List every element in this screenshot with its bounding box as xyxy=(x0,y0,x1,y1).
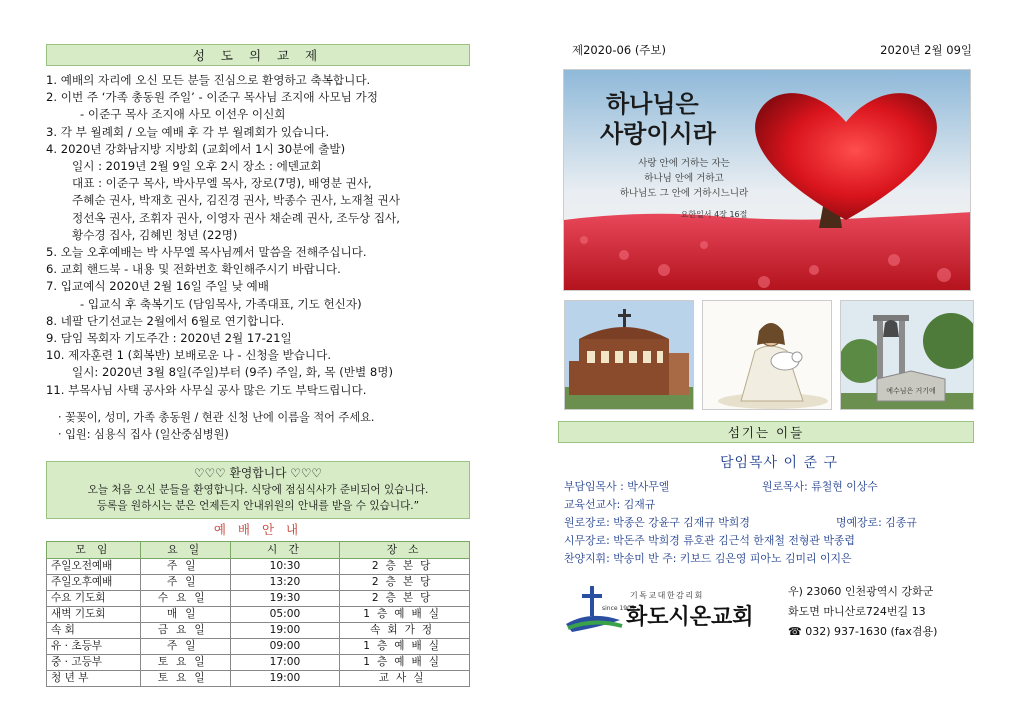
table-cell: 수요 기도회 xyxy=(47,590,141,606)
banner-image xyxy=(563,69,971,291)
table-cell: 13:20 xyxy=(230,574,340,590)
table-cell: 주일오후예배 xyxy=(47,574,141,590)
column-header: 시 간 xyxy=(230,541,340,558)
table-cell: 2층본당 xyxy=(340,574,470,590)
welcome-line: 오늘 처음 오신 분들을 환영합니다. 식당에 점심식사가 준비되어 있습니다. xyxy=(87,483,429,496)
table-cell: 2층본당 xyxy=(340,590,470,606)
issue-date: 2020년 2월 09일 xyxy=(880,43,972,57)
table-cell: 토요일 xyxy=(140,654,230,670)
banner-verse-ref: 요한일서 4장 16절 xyxy=(680,210,748,219)
church-building-image xyxy=(564,300,694,410)
notice-item: 주혜순 권사, 박재호 권사, 김진경 권사, 박종수 권사, 노재철 권사 xyxy=(72,193,400,208)
staff-associate-pastor: 부담임목사 : 박사무엘 xyxy=(564,480,670,493)
church-address xyxy=(788,582,937,642)
servants-title: 섬기는 이들 xyxy=(558,421,974,443)
notice-item: 6. 교회 핸드북 - 내용 및 전화번호 확인해주시기 바랍니다. xyxy=(46,262,341,277)
notice-item: 1. 예배의 자리에 오신 모든 분들 진심으로 환영하고 축복합니다. xyxy=(46,73,371,87)
table-cell: 교사실 xyxy=(340,670,470,686)
notice-item: 2. 이번 주 ‘가족 총동원 주일’ - 이준구 목사님 조지애 사모님 가정 xyxy=(46,90,378,105)
extra-notes xyxy=(46,409,470,443)
welcome-line: 등록을 원하시는 분은 언제든지 안내위원의 안내를 받을 수 있습니다.” xyxy=(96,499,420,512)
column-header: 모 임 xyxy=(47,541,141,558)
jesus-with-lamb-illustration xyxy=(703,301,832,410)
welcome-title: ♡♡♡ 환영합니다 ♡♡♡ xyxy=(194,465,322,480)
table-row xyxy=(47,606,470,622)
notice-item: 일시 : 2019년 2월 9일 오후 2시 장소 : 에덴교회 xyxy=(72,159,322,174)
notice-item: 4. 2020년 강화남지방 지방회 (교회에서 1시 30분에 출발) xyxy=(46,141,346,156)
note-item: · 꽃꽂이, 성미, 가족 총동원 / 현관 신청 난에 이름을 적어 주세요. xyxy=(58,410,375,424)
table-row xyxy=(47,590,470,606)
table-cell: 19:00 xyxy=(230,622,340,638)
notice-item: 10. 제자훈련 1 (회복반) 보배로운 나 - 신청을 받습니다. xyxy=(46,348,332,363)
notice-title: 성 도 의 교 제 xyxy=(46,44,470,66)
staff-emeritus-pastor: 원로목사: 류철현 이상수 xyxy=(762,480,878,493)
table-cell: 속회가정 xyxy=(340,622,470,638)
table-cell: 19:30 xyxy=(230,590,340,606)
table-cell: 19:00 xyxy=(230,670,340,686)
welcome-box xyxy=(46,461,470,519)
table-row xyxy=(47,670,470,686)
right-column xyxy=(558,40,978,60)
notice-item: 9. 담임 목회자 기도주간 : 2020년 2월 17-21일 xyxy=(46,331,292,346)
table-cell: 토요일 xyxy=(140,670,230,686)
address-line: 화도면 마니산로724번길 13 xyxy=(788,605,926,618)
table-cell: 주일 xyxy=(140,638,230,654)
table-cell: 주일오전예배 xyxy=(47,558,141,574)
table-cell: 유 · 초등부 xyxy=(47,638,141,654)
bell-tower-stone-illustration xyxy=(841,301,974,410)
table-cell: 10:30 xyxy=(230,558,340,574)
table-cell: 중 · 고등부 xyxy=(47,654,141,670)
table-cell: 금요일 xyxy=(140,622,230,638)
logo-since: since 1905 xyxy=(602,605,635,612)
banner-verse-line: 사랑 안에 거하는 자는 xyxy=(638,158,730,169)
table-cell: 청 년 부 xyxy=(47,670,141,686)
table-cell: 매일 xyxy=(140,606,230,622)
column-header: 요 일 xyxy=(140,541,230,558)
notice-item: 대표 : 이준구 목사, 박사무엘 목사, 장로(7명), 배영분 권사, xyxy=(72,176,372,191)
table-cell: 17:00 xyxy=(230,654,340,670)
notice-item: - 이준구 목사 조지애 사모 이선우 이신희 xyxy=(80,107,286,122)
left-column xyxy=(46,44,470,687)
table-row xyxy=(47,622,470,638)
table-cell: 05:00 xyxy=(230,606,340,622)
notice-item: 8. 네팔 단기선교는 2월에서 6월로 연기합니다. xyxy=(46,313,285,328)
issue-number: 제2020-06 (주보) xyxy=(572,43,667,57)
church-name: 화도시온교회 xyxy=(626,605,754,630)
table-header-row xyxy=(47,541,470,558)
banner-verse-line: 하나님 안에 거하고 xyxy=(644,173,724,184)
worship-schedule-table xyxy=(46,541,470,687)
staff-list xyxy=(564,452,984,565)
banner-title-1: 하나님은 xyxy=(606,90,699,118)
staff-emeritus-elders: 원로장로: 박종은 강윤구 김재규 박희경 xyxy=(564,516,750,529)
notice-item: 3. 각 부 월례회 / 오늘 예배 후 각 부 월례회가 있습니다. xyxy=(46,124,330,139)
table-cell: 속 회 xyxy=(47,622,141,638)
stone-inscription: 예수님은 거기에 xyxy=(886,387,936,395)
column-header: 장 소 xyxy=(340,541,470,558)
bulletin-header xyxy=(558,40,978,60)
memorial-stone-image xyxy=(840,300,974,410)
notice-item: 11. 부목사님 사택 공사와 사무실 공사 많은 기도 부탁드립니다. xyxy=(46,382,367,397)
notice-list xyxy=(46,72,470,399)
table-cell: 주일 xyxy=(140,574,230,590)
schedule-title: 예 배 안 내 xyxy=(213,521,303,537)
table-cell: 새벽 기도회 xyxy=(47,606,141,622)
banner-title-2: 사랑이시라 xyxy=(600,120,716,148)
church-logo-mark xyxy=(564,580,784,640)
senior-pastor: 담임목사 이 준 구 xyxy=(719,455,839,471)
table-row xyxy=(47,558,470,574)
notice-item: 일시: 2020년 3월 8일(주일)부터 (9주) 주일, 화, 목 (반별 8명) xyxy=(72,365,393,380)
table-row xyxy=(47,574,470,590)
table-row xyxy=(47,638,470,654)
heart-tree-illustration xyxy=(564,70,971,291)
notice-item: 5. 오늘 오후예배는 박 사무엘 목사님께서 말씀을 전해주십니다. xyxy=(46,245,367,260)
church-building-illustration xyxy=(565,301,694,410)
banner-verse-line: 하나님도 그 안에 거하시느니라 xyxy=(619,188,749,199)
staff-edu-missionary: 교육선교사: 김재규 xyxy=(564,498,656,511)
note-item: · 입원: 심용식 집사 (일산중심병원) xyxy=(58,427,229,441)
notice-item: 황수경 집사, 김혜빈 청년 (22명) xyxy=(72,227,238,242)
address-line: 우) 23060 인천광역시 강화군 xyxy=(788,585,934,598)
table-row xyxy=(47,654,470,670)
table-cell: 수요일 xyxy=(140,590,230,606)
table-cell: 1층예배실 xyxy=(340,638,470,654)
church-logo xyxy=(564,580,784,640)
notice-item: 7. 입교예식 2020년 2월 16일 주일 낮 예배 xyxy=(46,279,269,294)
table-cell: 1층예배실 xyxy=(340,654,470,670)
logo-denomination: 기독교대한감리회 xyxy=(630,591,704,600)
table-cell: 2층본당 xyxy=(340,558,470,574)
table-cell: 주일 xyxy=(140,558,230,574)
staff-active-elders: 시무장로: 박돈주 박희경 류호관 김근석 한재철 전형관 박종렵 xyxy=(564,534,855,547)
notice-item: 정선옥 권사, 조휘자 권사, 이영자 권사 채순례 권사, 조두상 집사, xyxy=(72,210,400,225)
staff-honorary-elders: 명예장로: 김종규 xyxy=(836,516,917,529)
table-cell: 1층예배실 xyxy=(340,606,470,622)
phone-number: ☎ 032) 937-1630 (fax겸용) xyxy=(788,625,938,638)
staff-choir: 찬양지휘: 박송미 반 주: 키보드 김은영 피아노 김미리 이지은 xyxy=(564,552,852,565)
table-cell: 09:00 xyxy=(230,638,340,654)
jesus-lamb-image xyxy=(702,300,832,410)
notice-item: - 입교식 후 축복기도 (담임목사, 가족대표, 기도 헌신자) xyxy=(80,296,362,311)
